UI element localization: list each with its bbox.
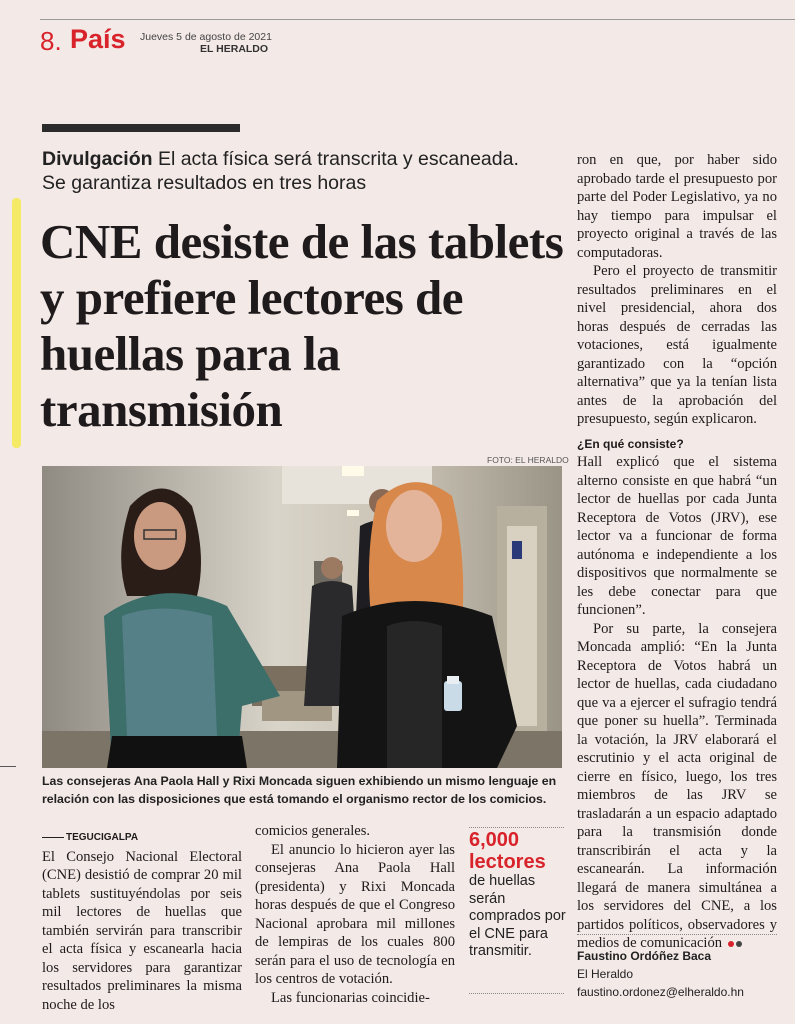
- body-column-3: [577, 151, 777, 953]
- byline: [577, 947, 787, 1001]
- header-rule: [40, 19, 795, 20]
- kicker-text: El acta física será transcrita y escaneada. Se garantiza resultados en tres horas: [42, 148, 519, 194]
- body-paragraph: comicios generales.: [255, 823, 371, 839]
- publication-date: Jueves 5 de agosto de 2021: [140, 31, 272, 43]
- dateline-text: TEGUCIGALPA: [66, 832, 139, 843]
- headline: CNE desiste de las tablets y prefiere lectores de huellas para la transmisión: [40, 214, 564, 437]
- pull-quote: [469, 829, 569, 961]
- highlighter-mark: [12, 198, 21, 448]
- pull-quote-word: lectores: [469, 851, 546, 873]
- page-number: 8.: [40, 26, 62, 56]
- end-mark-icon: [728, 941, 734, 947]
- body-paragraph: ron en que, por haber sido aprobado tarde el presupuesto por parte del Poder Legislativo, ya no hay tiempo para impulsar el proyecto original a través de las computadoras.: [577, 152, 777, 261]
- body-paragraph: El Consejo Nacional Electoral (CNE) desistió de comprar 20 mil tablets sustituyéndolas por seis mil lectores de huellas que también servirán para transcribir el acta física y escanearla hacia los servidores para garantizar resultados preliminares la misma noche de los: [42, 848, 242, 1013]
- kicker-bar: [42, 124, 240, 132]
- author-name: Faustino Ordóñez Baca: [577, 949, 712, 963]
- body-paragraph-text: Por su parte, la consejera Moncada amplió: “En la Junta Receptora de Votos habrá un lector de huellas, cada ciudadano que va a ejercer el sufragio tendrá que poner su huella”. Terminada la votación, la JRV elaborará el escrutinio y el acta original de cierre en físico, luego, los tres miembros de las JRV se trasladarán a un espacio adaptado para la transmisión donde transcribirán el acta y la escanearán. La información llegará de manera simultánea a los servidores del CNE, a los partidos políticos, observadores y medios de comunicación: [577, 620, 777, 951]
- photo-credit: FOTO: EL HERALDO: [487, 455, 569, 465]
- byline-rule: [577, 934, 777, 935]
- dateline-rule: [42, 837, 64, 838]
- body-paragraph-end: [577, 620, 777, 953]
- kicker-label: Divulgación: [42, 148, 153, 170]
- margin-rule: [0, 766, 16, 767]
- pull-quote-rule-bottom: [469, 993, 564, 994]
- end-mark-icon: [736, 941, 742, 947]
- section-title: País: [70, 24, 126, 54]
- article-photo: [42, 466, 562, 768]
- pull-quote-text: de huellas serán comprados por el CNE para transmitir.: [469, 873, 566, 959]
- body-column-1: [42, 829, 242, 1014]
- author-org: El Heraldo: [577, 967, 634, 981]
- body-paragraph: Pero el proyecto de transmitir resultados preliminares en el nivel presidencial, ahora dos horas después de cerradas las votaciones, está igualmente garantizado con la “opción alternativa” que ya la tenían lista antes de la aprobación del presupuesto, según explicaron.: [577, 263, 777, 427]
- body-paragraph: Hall explicó que el sistema alterno consiste en que habrá “un lector de huellas por cada Junta Receptora de Votos (JRV), ese lector va a funcionar de forma autónoma e independiente a los dispositivos que normalmente se les debe conectar para que funcionen”.: [577, 454, 777, 618]
- pull-quote-rule-top: [469, 827, 564, 828]
- pull-quote-number: 6,000: [469, 829, 520, 851]
- newspaper-name: EL HERALDO: [200, 43, 269, 55]
- dateline: [42, 829, 242, 848]
- body-column-2: [255, 822, 455, 1007]
- author-email: faustino.ordonez@elheraldo.hn: [577, 985, 744, 999]
- subhead: ¿En qué consiste?: [577, 436, 684, 451]
- body-paragraph: Las funcionarias coincidie-: [271, 989, 430, 1006]
- kicker: [42, 147, 542, 195]
- photo-caption: Las consejeras Ana Paola Hall y Rixi Moncada siguen exhibiendo un mismo lenguaje en relación con las disposiciones que está tomando el organismo rector de los comicios.: [42, 774, 557, 806]
- body-paragraph: El anuncio lo hicieron ayer las consejeras Ana Paola Hall (presidenta) y Rixi Moncada horas después de que el Congreso Nacional aprobara mil millones de lempiras de los cuales 800 serán para el uso de tecnología en los centros de votación.: [255, 841, 455, 987]
